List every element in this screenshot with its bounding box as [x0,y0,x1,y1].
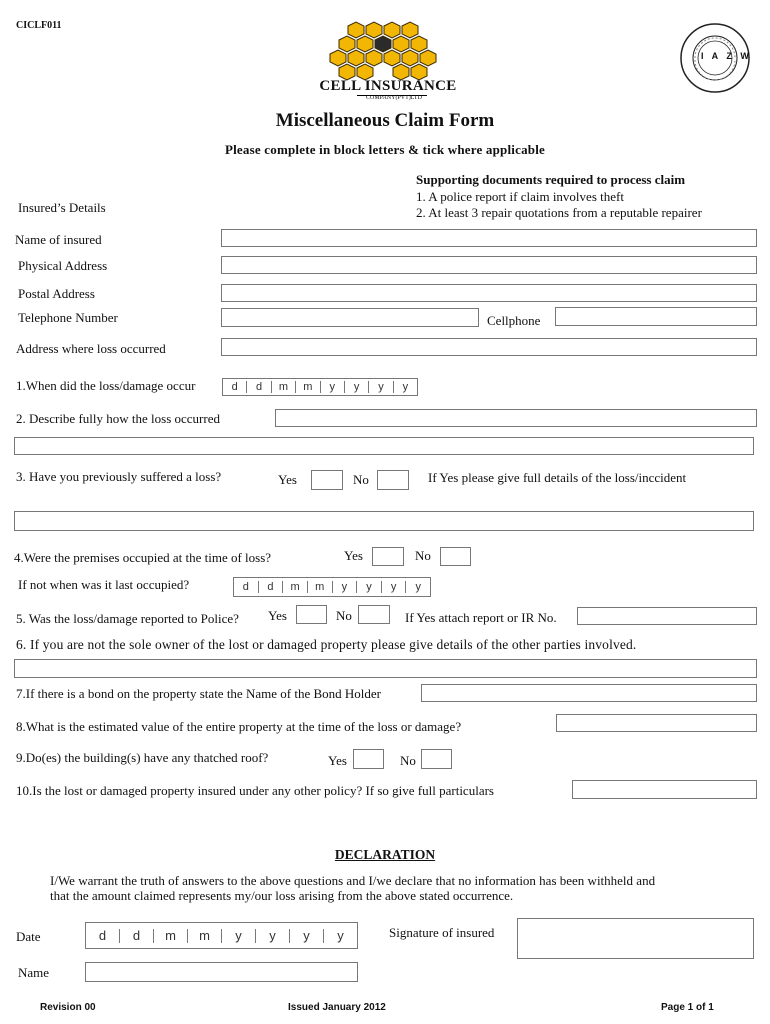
logo-company-sub: COMPANY(PVT)LTD [366,95,422,101]
date-cell: d [234,581,259,593]
supporting-docs-heading: Supporting documents required to process claim [416,172,686,187]
date-cell: m [296,381,320,393]
q4-no-checkbox[interactable] [440,547,471,566]
cellphone-field[interactable] [555,307,757,326]
question-9-label: 9.Do(es) the building(s) have any thatched roof? [16,750,269,765]
loss-address-label: Address where loss occurred [16,341,166,356]
q9-yes-label: Yes [328,753,347,768]
declaration-name-field[interactable] [85,962,358,982]
logo-company-name: CELL INSURANCE [319,78,457,94]
date-cell: y [256,929,290,943]
supporting-doc-item: 1. A police report if claim involves theft [416,189,624,204]
footer-issued: Issued January 2012 [288,1002,386,1013]
q9-yes-checkbox[interactable] [353,749,384,769]
postal-address-label: Postal Address [18,286,95,301]
date-cell: d [259,581,284,593]
q9-no-checkbox[interactable] [421,749,452,769]
q3-yes-label: Yes [278,472,297,487]
q9-no-label: No [400,753,416,768]
q3-note: If Yes please give full details of the loss/inccident [428,470,687,485]
estimated-value-field[interactable] [556,714,757,732]
date-cell: y [222,929,256,943]
loss-description-field-1[interactable] [275,409,757,427]
declaration-line-2: that the amount claimed represents my/our loss arising from the above stated occurrence. [50,888,514,903]
previous-loss-details-field[interactable] [14,511,754,531]
name-of-insured-field[interactable] [221,229,757,247]
q4-yes-checkbox[interactable] [372,547,404,566]
q5-yes-label: Yes [268,608,287,623]
date-cell: y [321,381,345,393]
cellphone-label: Cellphone [487,313,541,328]
question-10-label: 10.Is the lost or damaged property insured under any other policy? If so give full particulars [16,783,494,798]
date-cell: m [283,581,308,593]
date-cell: y [337,927,344,943]
footer-page-number: Page 1 of 1 [661,1002,714,1013]
declaration-heading: DECLARATION [334,847,436,862]
date-cell: y [369,381,393,393]
q4-no-label: No [415,548,431,563]
question-1-label: 1.When did the loss/damage occur [16,378,196,393]
question-4-label: 4.Were the premises occupied at the time of loss? [14,550,272,565]
date-cell: m [272,381,296,393]
physical-address-field[interactable] [221,256,757,274]
date-label: Date [16,929,41,944]
question-4b-label: If not when was it last occupied? [18,577,190,592]
q3-no-checkbox[interactable] [377,470,409,490]
date-cell: m [154,929,188,943]
association-seal [679,22,751,94]
insured-section-label: Insured’s Details [18,200,106,215]
date-cell: y [415,581,421,593]
page-subtitle: Please complete in block letters & tick where applicable [224,142,545,157]
date-cell: d [223,381,247,393]
date-cell: y [357,581,382,593]
date-cell: m [188,929,222,943]
seal-initials: I A Z W [701,51,752,61]
police-report-number-field[interactable] [577,607,757,625]
question-3-label: 3. Have you previously suffered a loss? [16,469,222,484]
other-parties-field[interactable] [14,659,757,678]
footer-revision: Revision 00 [40,1002,96,1013]
date-cell: m [308,581,333,593]
supporting-doc-item: 2. At least 3 repair quotations from a reputable repairer [416,205,702,220]
q5-no-checkbox[interactable] [358,605,390,624]
q3-no-label: No [353,472,369,487]
question-6-label: 6. If you are not the sole owner of the lost or damaged property please give details of the other parties involved. [16,637,637,652]
bond-holder-field[interactable] [421,684,757,702]
date-cell: y [333,581,358,593]
declaration-date-field[interactable] [85,922,358,949]
date-cell: d [86,929,120,943]
date-cell: y [290,929,324,943]
declaration-line-1: I/We warrant the truth of answers to the above questions and I/we declare that no information has been withheld and [50,873,656,888]
loss-address-field[interactable] [221,338,757,356]
question-8-label: 8.What is the estimated value of the entire property at the time of the loss or damage? [16,719,462,734]
signature-label: Signature of insured [389,925,495,940]
name-of-insured-label: Name of insured [15,232,102,247]
date-cell: d [247,381,271,393]
telephone-field[interactable] [221,308,479,327]
date-cell: y [345,381,369,393]
q5-no-label: No [336,608,352,623]
q3-yes-checkbox[interactable] [311,470,343,490]
signature-field[interactable] [517,918,754,959]
question-7-label: 7.If there is a bond on the property state the Name of the Bond Holder [16,686,381,701]
form-code: CICLF011 [16,20,62,31]
date-cell: d [120,929,154,943]
q4-yes-label: Yes [344,548,363,563]
q5-yes-checkbox[interactable] [296,605,327,624]
page-title: Miscellaneous Claim Form [275,110,495,131]
question-5-label: 5. Was the loss/damage reported to Police? [16,611,239,626]
physical-address-label: Physical Address [18,258,108,273]
last-occupied-date-field[interactable] [233,577,431,597]
loss-date-field[interactable] [222,378,418,396]
date-cell: y [402,381,409,393]
q5-note: If Yes attach report or IR No. [405,610,557,625]
date-cell: y [382,581,407,593]
name-label: Name [18,965,50,980]
question-2-label: 2. Describe fully how the loss occurred [16,411,220,426]
other-policy-field[interactable] [572,780,757,799]
telephone-label: Telephone Number [18,310,118,325]
postal-address-field[interactable] [221,284,757,302]
loss-description-field-2[interactable] [14,437,754,455]
